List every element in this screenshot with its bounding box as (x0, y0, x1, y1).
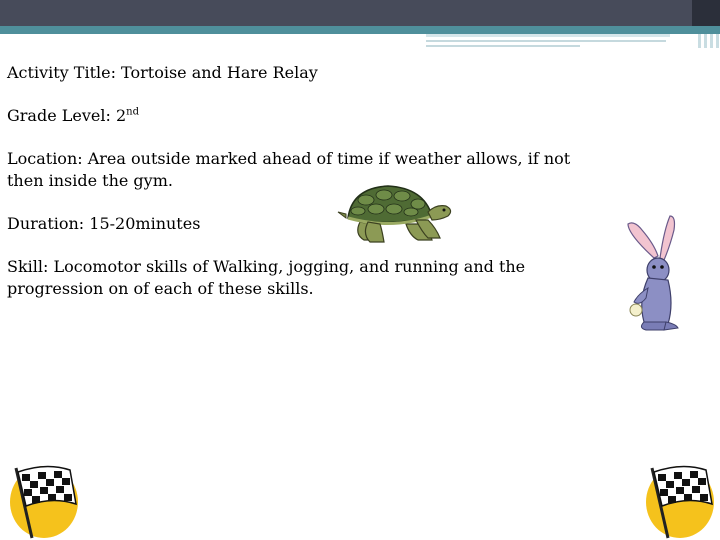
location: Location: Area outside marked ahead of time if weather allows, if not then inside the gym. (7, 149, 571, 190)
checkered-flag-icon (6, 462, 80, 540)
grade-level-suffix: nd (126, 106, 139, 118)
hare-icon (620, 212, 684, 334)
tortoise-icon (336, 182, 454, 246)
header-band (0, 0, 720, 26)
activity-title: Activity Title: Tortoise and Hare Relay (7, 63, 318, 82)
grade-level-text: Grade Level: 2 (7, 106, 127, 125)
accent-line-2 (426, 40, 666, 42)
checkered-flag-icon (642, 462, 716, 540)
skill: Skill: Locomotor skills of Walking, jogging, and running and the progression on of each of these skills. (7, 257, 526, 298)
accent-line-1 (426, 34, 670, 37)
duration: Duration: 15-20minutes (7, 214, 201, 233)
accent-band (0, 26, 720, 34)
edge-decoration (698, 34, 720, 48)
header-corner (692, 0, 720, 26)
grade-level (7, 105, 587, 127)
accent-line-3 (426, 45, 580, 47)
slide-body (7, 62, 587, 321)
